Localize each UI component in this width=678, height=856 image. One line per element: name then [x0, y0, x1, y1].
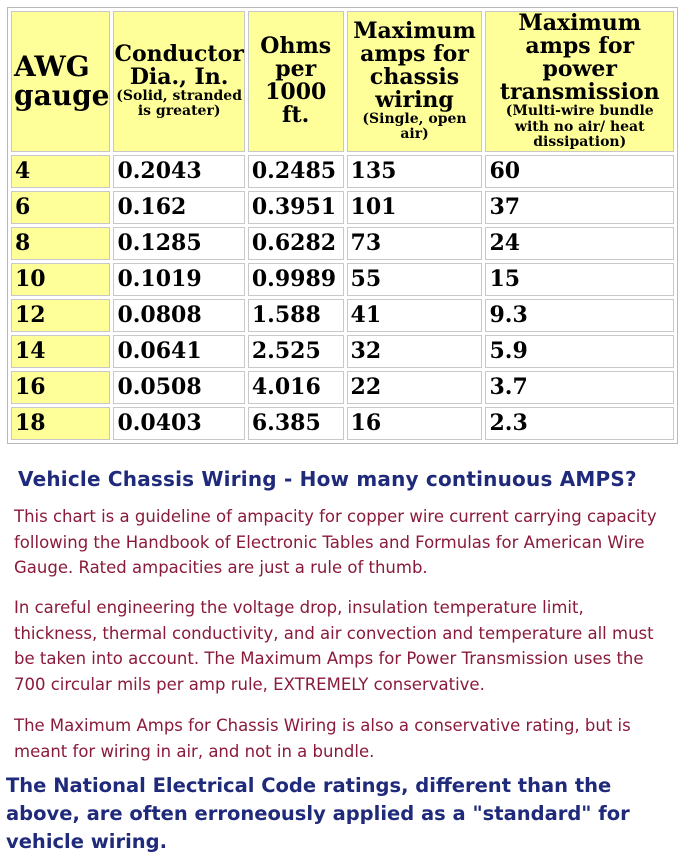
cell-ohms: 0.9989 — [248, 263, 344, 296]
cell-diameter: 0.0641 — [113, 335, 244, 368]
cell-power-amps: 3.7 — [485, 371, 674, 404]
table-row — [11, 227, 674, 260]
paragraph-engineering: In careful engineering the voltage drop, insulation temperature limit, thickness, thermal conductivity, and air convection and temperature all must be taken into account. The Maximum Amps for Power Transmission uses the 700 circular mils per amp rule, EXTREMELY conservative. — [14, 598, 654, 694]
cell-diameter: 0.2043 — [113, 155, 244, 188]
cell-ohms: 0.6282 — [248, 227, 344, 260]
table-row — [11, 191, 674, 224]
cell-awg: 14 — [11, 335, 110, 368]
header-conductor-diameter-note: (Solid, stranded is greater) — [116, 87, 243, 120]
paragraph-chassis-rating: The Maximum Amps for Chassis Wiring is also a conservative rating, but is meant for wiring in air, and not in a bundle. — [14, 716, 631, 761]
cell-chassis-amps: 73 — [347, 227, 483, 260]
cell-diameter: 0.1285 — [113, 227, 244, 260]
cell-awg: 12 — [11, 299, 110, 332]
table-header-row — [11, 11, 674, 152]
cell-awg: 6 — [11, 191, 110, 224]
cell-power-amps: 24 — [485, 227, 674, 260]
cell-diameter: 0.0808 — [113, 299, 244, 332]
cell-ohms: 2.525 — [248, 335, 344, 368]
table-row — [11, 155, 674, 188]
paragraph-guideline: This chart is a guideline of ampacity for copper wire current carrying capacity following the Handbook of Electronic Tables and Formulas for American Wire Gauge. Rated ampacities are just a rule of thumb. — [14, 507, 657, 577]
table-row — [11, 371, 674, 404]
cell-diameter: 0.0403 — [113, 407, 244, 440]
cell-diameter: 0.0508 — [113, 371, 244, 404]
header-awg-gauge: AWG gauge — [11, 11, 110, 152]
cell-chassis-amps: 22 — [347, 371, 483, 404]
cell-chassis-amps: 41 — [347, 299, 483, 332]
cell-chassis-amps: 55 — [347, 263, 483, 296]
cell-power-amps: 15 — [485, 263, 674, 296]
cell-chassis-amps: 135 — [347, 155, 483, 188]
cell-chassis-amps: 16 — [347, 407, 483, 440]
header-power-amps — [485, 11, 674, 152]
cell-ohms: 4.016 — [248, 371, 344, 404]
cell-awg: 18 — [11, 407, 110, 440]
header-power-amps-label: Maximum amps for power transmission — [499, 10, 660, 106]
wire-gauge-table — [7, 7, 678, 444]
header-conductor-diameter — [113, 11, 244, 152]
cell-chassis-amps: 101 — [347, 191, 483, 224]
cell-diameter: 0.1019 — [113, 263, 244, 296]
cell-power-amps: 5.9 — [485, 335, 674, 368]
cell-awg: 16 — [11, 371, 110, 404]
table-row — [11, 299, 674, 332]
cell-ohms: 1.588 — [248, 299, 344, 332]
cell-ohms: 6.385 — [248, 407, 344, 440]
footer-note: The National Electrical Code ratings, different than the above, are often erroneously applied as a "standard" for vehicle wiring. — [6, 774, 630, 853]
section-title: Vehicle Chassis Wiring - How many continuous AMPS? — [18, 467, 637, 491]
cell-chassis-amps: 32 — [347, 335, 483, 368]
table-row — [11, 335, 674, 368]
header-conductor-diameter-label: Conductor Dia., In. — [114, 40, 244, 90]
cell-power-amps: 37 — [485, 191, 674, 224]
cell-awg: 8 — [11, 227, 110, 260]
cell-ohms: 0.3951 — [248, 191, 344, 224]
header-chassis-amps-note: (Single, open air) — [362, 111, 467, 143]
cell-ohms: 0.2485 — [248, 155, 344, 188]
cell-power-amps: 60 — [485, 155, 674, 188]
table-row — [11, 407, 674, 440]
header-ohms: Ohms per 1000 ft. — [248, 11, 344, 152]
cell-power-amps: 2.3 — [485, 407, 674, 440]
cell-awg: 10 — [11, 263, 110, 296]
header-chassis-amps — [347, 11, 483, 152]
header-chassis-amps-label: Maximum amps for chassis wiring — [353, 17, 476, 113]
header-power-amps-note: (Multi-wire bundle with no air/ heat dissipation) — [505, 103, 654, 151]
cell-power-amps: 9.3 — [485, 299, 674, 332]
table-row — [11, 263, 674, 296]
cell-diameter: 0.162 — [113, 191, 244, 224]
cell-awg: 4 — [11, 155, 110, 188]
